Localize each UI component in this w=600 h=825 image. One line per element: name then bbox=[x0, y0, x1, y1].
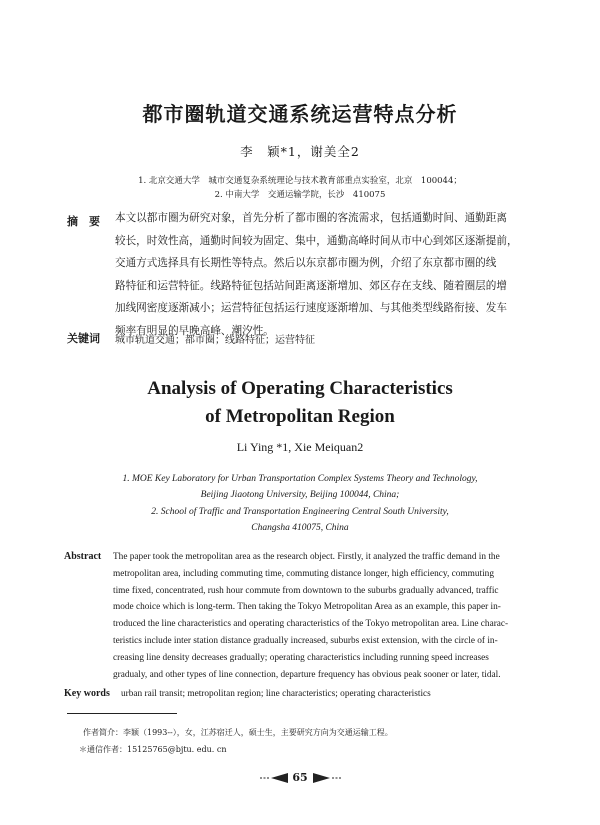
footnote-rule bbox=[67, 713, 177, 714]
correspondence-footnote: ＊通信作者：15125765@bjtu. edu. cn bbox=[79, 745, 227, 754]
en-abstract-line: creasing line density decreases gradually; operating characteristics including running speed increases bbox=[113, 652, 489, 663]
cn-keywords: 城市轨道交通；都市圈；线路特征；运营特征 bbox=[115, 335, 315, 346]
cn-affiliation-2: 2. 中南大学 交通运输学院，长沙 410075 bbox=[214, 190, 386, 200]
cn-abstract bbox=[115, 207, 537, 342]
en-title-line-1: Analysis of Operating Characteristics bbox=[147, 378, 453, 399]
left-arrow-icon bbox=[259, 772, 289, 784]
cn-title: 都市圈轨道交通系统运营特点分析 bbox=[142, 102, 458, 126]
cn-abstract-line: 较长，时效性高，通勤时间较为固定、集中，通勤高峰时间从市中心到郊区逐渐提前， bbox=[115, 234, 518, 247]
en-affiliation-2-line-2: Changsha 410075, China bbox=[251, 523, 349, 533]
en-abstract-line: troduced the line characteristics and operating characteristics of the Tokyo metropolitan area. Line charac- bbox=[113, 619, 509, 630]
cn-abstract-line: 频率有明显的早晚高峰、潮汐性。 bbox=[115, 324, 274, 337]
en-abstract-line: time fixed, concentrated, rush hour commute from downtown to the suburbs gradually advanced, traffic bbox=[113, 585, 499, 596]
en-abstract bbox=[113, 549, 543, 683]
en-authors: Li Ying *1, Xie Meiquan2 bbox=[236, 440, 364, 454]
page-number-area bbox=[0, 771, 600, 784]
cn-abstract-line: 加线网密度逐渐减小；运营特征包括运行速度逐渐增加、与其他类型线路衔接、发车 bbox=[115, 302, 507, 314]
en-abstract-line: metropolitan area, including commuting time, commuting distance longer, high efficiency, commuting bbox=[113, 568, 494, 579]
cn-affiliation-1: 1. 北京交通大学 城市交通复杂系统理论与技术教育部重点实验室，北京 100044； bbox=[138, 176, 462, 186]
cn-keywords-label: 关键词 bbox=[67, 332, 100, 345]
en-abstract-label: Abstract bbox=[64, 551, 102, 562]
en-abstract-line: teristics include inter station distance gradually increased, suburbs exist extension, with the circle of in- bbox=[113, 635, 498, 646]
en-abstract-line: gradualy, and other types of line connection, departure frequency has obvious peak sooner or later, tidal. bbox=[113, 669, 501, 680]
en-abstract-line: The paper took the metropolitan area as the research object. Firstly, it analyzed the traffic demand in the bbox=[113, 552, 500, 562]
cn-abstract-line: 本文以都市圈为研究对象，首先分析了都市圈的客流需求，包括通勤时间、通勤距离 bbox=[115, 212, 507, 224]
en-keywords: urban rail transit; metropolitan region; line characteristics; operating characteristics bbox=[121, 689, 431, 699]
cn-abstract-label: 摘 要 bbox=[67, 215, 100, 228]
en-affiliation-2-line-1: 2. School of Traffic and Transportation Engineering Central South University, bbox=[151, 507, 449, 517]
en-affiliation-1-line-1: 1. MOE Key Laboratory for Urban Transportation Complex Systems Theory and Technology, bbox=[122, 474, 478, 484]
cn-abstract-line: 交通方式选择具有长期性等特点。然后以东京都市圈为例，介绍了东京都市圈的线 bbox=[115, 257, 497, 269]
en-abstract-line: mode choice which is long-term. Then taking the Tokyo Metropolitan Area as an example, this paper in- bbox=[113, 602, 501, 613]
author-info-footnote: 作者简介：李颖（1993--），女，江苏宿迁人，硕士生，主要研究方向为交通运输工程。 bbox=[83, 728, 393, 737]
page-number: 65 bbox=[292, 771, 308, 784]
cn-abstract-line: 路特征和运营特征。线路特征包括站间距离逐渐增加、郊区存在支线、随着圈层的增 bbox=[115, 279, 507, 292]
en-affiliation-1-line-2: Beijing Jiaotong University, Beijing 100044, China; bbox=[200, 490, 400, 500]
right-arrow-icon bbox=[312, 772, 342, 784]
en-title-line-2: of Metropolitan Region bbox=[205, 406, 395, 427]
en-keywords-label: Key words bbox=[64, 688, 110, 699]
cn-authors: 李 颖*1，谢美全2 bbox=[240, 144, 360, 159]
